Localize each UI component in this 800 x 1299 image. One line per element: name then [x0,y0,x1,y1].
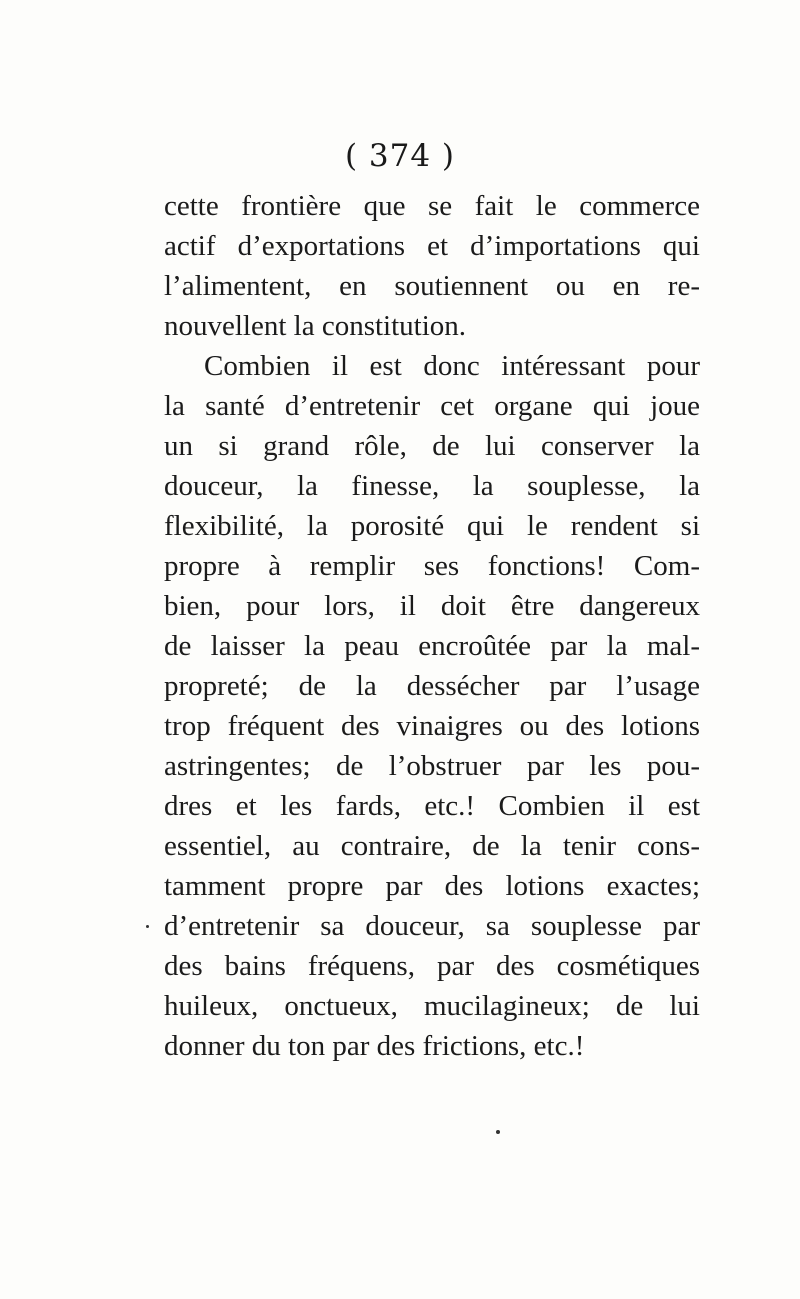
text-line: actif d’exportations et d’importations qui [164,230,700,262]
text-line: propre à remplir ses fonctions! Com- [164,550,700,582]
text-line: tamment propre par des lotions exactes; [164,870,700,902]
text-line: propreté; de la dessécher par l’usage [164,670,700,702]
text-line: trop fréquent des vinaigres ou des lotions [164,710,700,742]
text-line: l’alimentent, en soutiennent ou en re- [164,270,700,302]
text-line: astringentes; de l’obstruer par les pou- [164,750,700,782]
text-line: nouvellent la constitution. [164,310,467,342]
text-line: Combien il est donc intéressant pour [204,350,700,382]
body-text [164,186,700,1066]
text-line: huileux, onctueux, mucilagineux; de lui [164,990,700,1022]
page-number: ( 374 ) [344,138,456,174]
text-line: bien, pour lors, il doit être dangereux [164,590,700,622]
text-line: un si grand rôle, de lui conserver la [164,430,700,462]
text-line: de laisser la peau encroûtée par la mal- [164,630,700,662]
text-line: d’entretenir sa douceur, sa souplesse par [164,910,700,942]
text-line: dres et les fards, etc.! Combien il est [164,790,700,822]
text-line: la santé d’entretenir cet organe qui joue [164,390,700,422]
text-line: donner du ton par des frictions, etc.! [164,1030,585,1062]
text-line: cette frontière que se fait le commerce [164,190,700,222]
ink-speck [146,925,149,928]
text-line: des bains fréquens, par des cosmétiques [164,950,700,982]
text-line: douceur, la finesse, la souplesse, la [164,470,700,502]
ink-speck [496,1130,500,1134]
text-line: essentiel, au contraire, de la tenir cons- [164,830,700,862]
text-line: flexibilité, la porosité qui le rendent si [164,510,700,542]
